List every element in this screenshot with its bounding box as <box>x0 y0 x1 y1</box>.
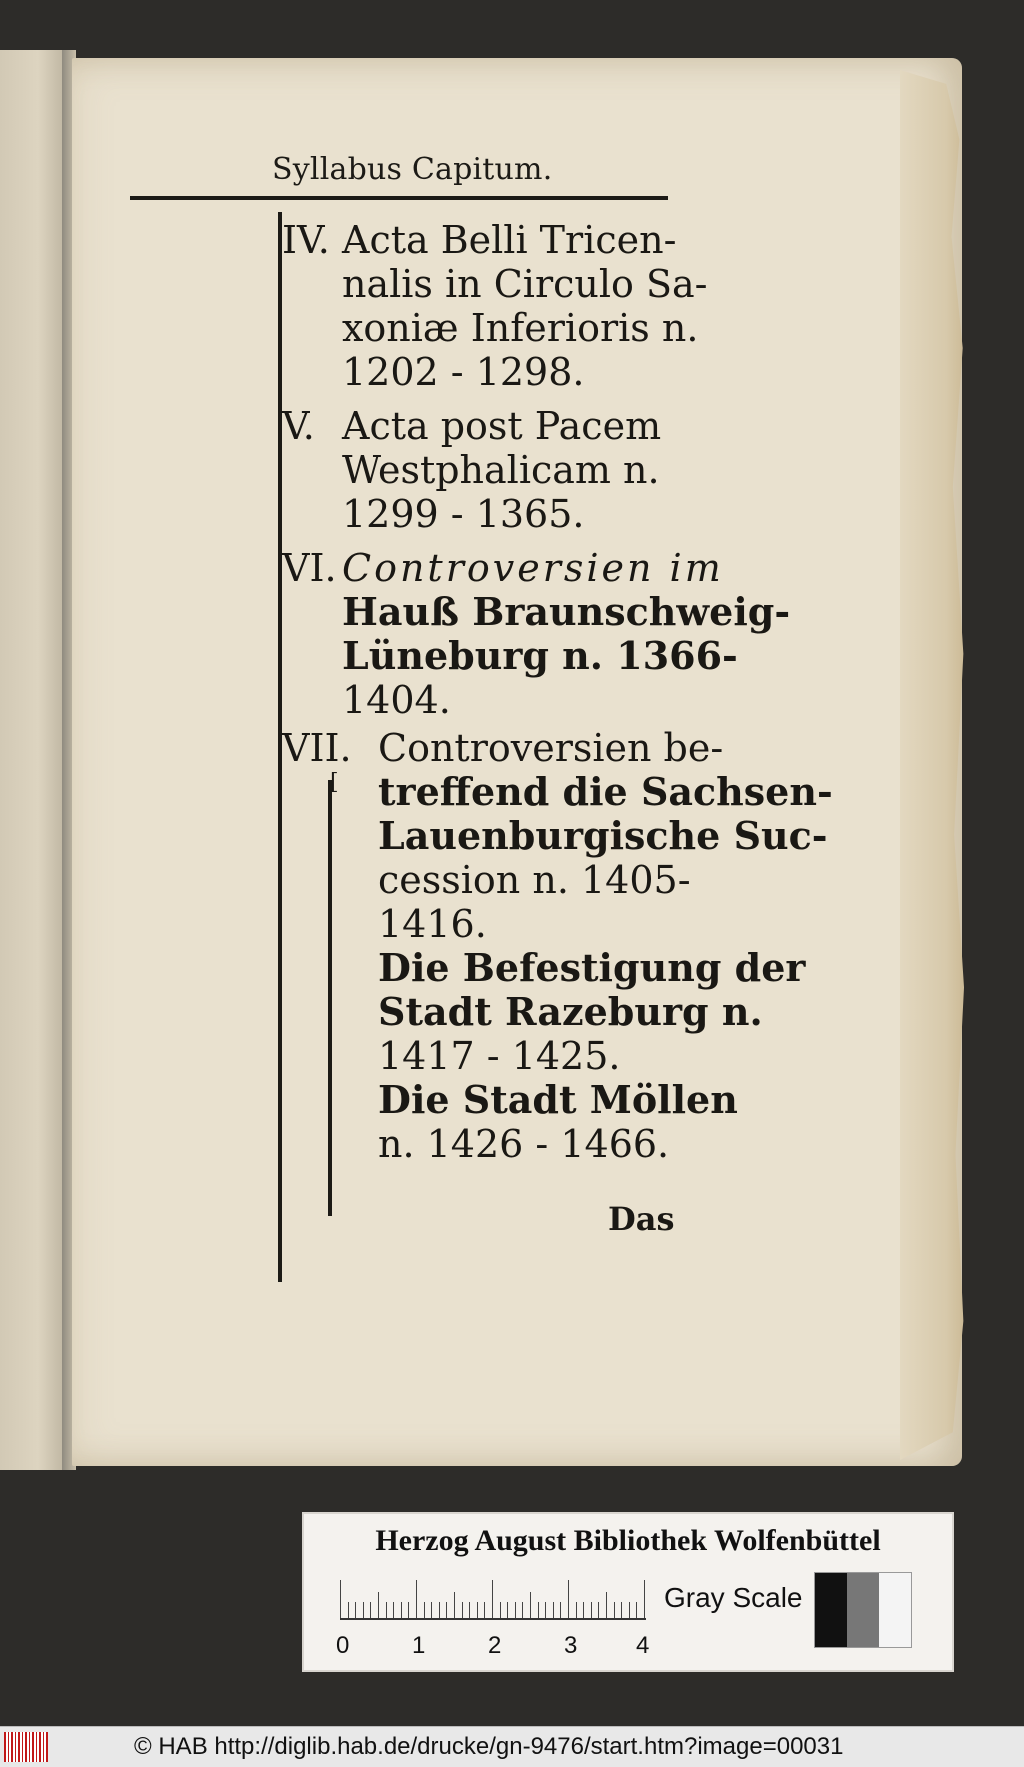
footer-copyright-link[interactable]: © HAB http://diglib.hab.de/drucke/gn-9476/start.htm?image=00031 <box>134 1733 844 1760</box>
ruler-tick <box>507 1602 508 1618</box>
entry-line: Controversien be- <box>378 726 724 770</box>
scale-ruler <box>340 1580 650 1620</box>
entry-line: Controversien im <box>342 546 724 590</box>
ruler-tick <box>591 1602 592 1618</box>
entry-text <box>342 218 708 394</box>
ruler-tick <box>553 1602 554 1618</box>
ruler-tick <box>386 1602 387 1618</box>
entry-line: xoniæ Inferioris n. <box>342 306 699 350</box>
ruler-tick <box>348 1602 349 1618</box>
ruler-tick <box>598 1602 599 1618</box>
entry-number: VII. <box>282 726 352 770</box>
scale-number: 1 <box>412 1632 426 1659</box>
entry-line: 1299 - 1365. <box>342 492 585 536</box>
footer-bar <box>0 1726 1024 1767</box>
scale-number: 2 <box>488 1632 502 1659</box>
entry-line: cession n. 1405- <box>378 858 691 902</box>
swatch-white <box>879 1573 911 1647</box>
scale-card <box>302 1512 954 1672</box>
ruler-tick <box>431 1602 432 1618</box>
ruler-tick <box>629 1602 630 1618</box>
card-title: Herzog August Bibliothek Wolfenbüttel <box>375 1524 881 1557</box>
entry-line: treffend die Sachsen- <box>378 769 833 814</box>
swatch-black <box>815 1573 847 1647</box>
ruler-tick <box>454 1592 455 1618</box>
entry-line: 1416. <box>378 902 487 946</box>
entry-line: Die Befestigung der <box>378 945 806 990</box>
ruler-tick <box>355 1602 356 1618</box>
entry-line: Die Stadt Möllen <box>378 1077 738 1122</box>
ruler-tick <box>340 1580 341 1618</box>
ruler-tick <box>500 1602 501 1618</box>
gray-scale-label: Gray Scale <box>664 1582 803 1613</box>
entry-line: 1202 - 1298. <box>342 350 585 394</box>
ruler-tick <box>614 1602 615 1618</box>
entry-text <box>342 404 670 536</box>
entry-line: Lauenburgische Suc- <box>378 813 828 858</box>
scale-number: 0 <box>336 1632 350 1659</box>
ruler-tick <box>636 1602 637 1618</box>
ruler-tick <box>545 1602 546 1618</box>
ruler-tick <box>583 1602 584 1618</box>
bracket-mark: [ <box>330 770 339 795</box>
entry-number: VI. <box>282 546 337 590</box>
catchword: Das <box>608 1200 675 1238</box>
ruler-tick <box>530 1592 531 1618</box>
ruler-tick <box>492 1580 493 1618</box>
entry-line: Lüneburg n. 1366- <box>342 633 738 678</box>
ruler-tick <box>439 1602 440 1618</box>
ruler-tick <box>401 1602 402 1618</box>
ruler-tick <box>370 1602 371 1618</box>
hab-logo-icon <box>4 1732 48 1762</box>
ruler-tick <box>408 1602 409 1618</box>
swatch-gray <box>847 1573 879 1647</box>
ruler-tick <box>477 1602 478 1618</box>
ruler-tick <box>560 1602 561 1618</box>
ruler-tick <box>363 1602 364 1618</box>
entry-line: Westphalicam n. <box>342 448 660 492</box>
ruler-tick <box>621 1602 622 1618</box>
ruler-tick <box>378 1592 379 1618</box>
scale-number: 4 <box>636 1632 650 1659</box>
entry-text <box>342 546 791 722</box>
ruler-tick <box>576 1602 577 1618</box>
ruler-tick <box>606 1592 607 1618</box>
entry-line: Acta Belli Tricen- <box>342 218 677 262</box>
entry-line: 1417 - 1425. <box>378 1034 621 1078</box>
sub-bracket-rule <box>328 780 332 1216</box>
scale-number: 3 <box>564 1632 578 1659</box>
ruler-tick <box>644 1580 645 1618</box>
gray-swatches <box>814 1572 912 1648</box>
ruler-tick <box>515 1602 516 1618</box>
facing-page-edge <box>0 50 70 1470</box>
entry-text <box>378 726 833 1166</box>
ruler-tick <box>393 1602 394 1618</box>
entry-number: IV. <box>282 218 330 262</box>
entry-line: Acta post Pacem <box>342 404 662 448</box>
ruler-tick <box>462 1602 463 1618</box>
ruler-tick <box>424 1602 425 1618</box>
running-header: Syllabus Capitum. <box>272 152 553 187</box>
entry-line: Stadt Razeburg n. <box>378 989 763 1034</box>
entry-line: Hauß Braunschweig- <box>342 589 791 634</box>
ruler-baseline <box>340 1618 646 1620</box>
ruler-tick <box>568 1580 569 1618</box>
header-rule <box>130 196 668 200</box>
ruler-tick <box>446 1602 447 1618</box>
ruler-tick <box>416 1580 417 1618</box>
entry-line: nalis in Circulo Sa- <box>342 262 708 306</box>
entry-line: n. 1426 - 1466. <box>378 1122 670 1166</box>
ruler-tick <box>538 1602 539 1618</box>
entry-number: V. <box>282 404 315 448</box>
ruler-tick <box>484 1602 485 1618</box>
ruler-tick <box>522 1602 523 1618</box>
entry-line: 1404. <box>342 678 451 722</box>
ruler-tick <box>469 1602 470 1618</box>
